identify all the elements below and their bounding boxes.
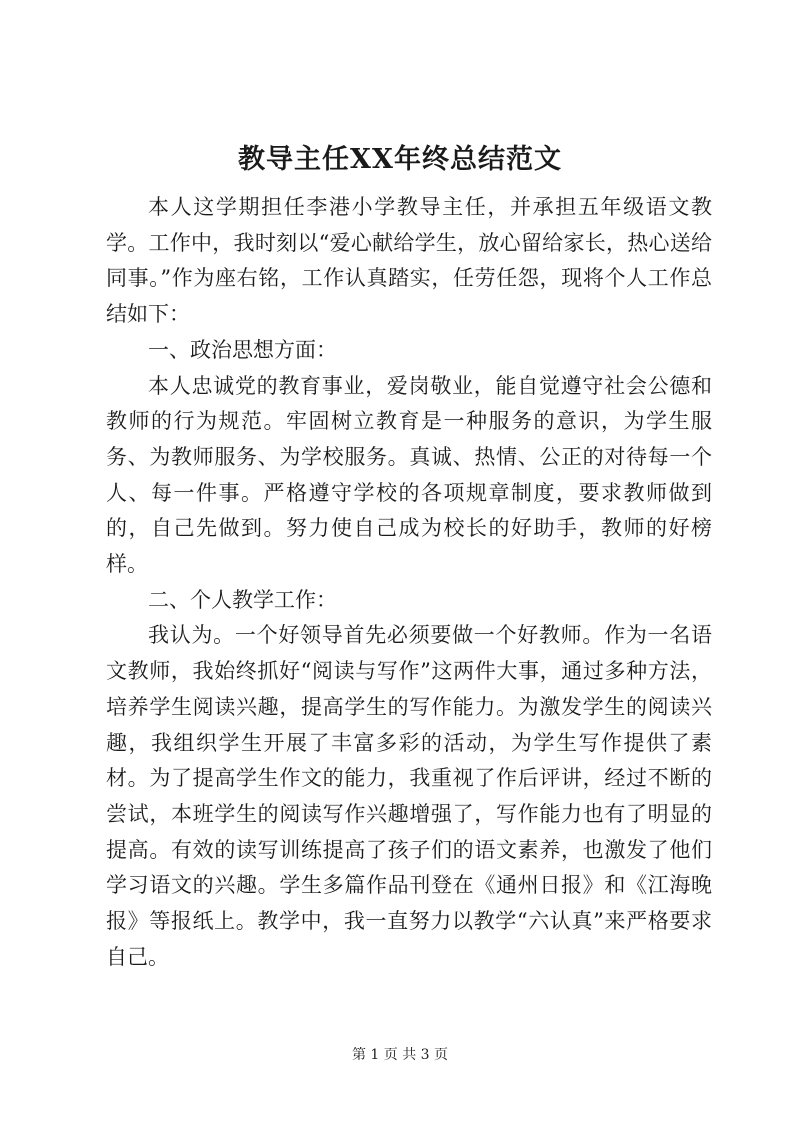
- document-body: [106, 190, 712, 975]
- document-title: 教导主任XX年终总结范文: [238, 144, 562, 175]
- page-footer: 第 1 页 共 3 页: [351, 1047, 449, 1063]
- paragraph-teaching: 我认为。一个好领导首先必须要做一个好教师。作为一名语文教师，我始终抓好“阅读与写作”这两件大事，通过多种方法，培养学生阅读兴趣，提高学生的写作能力。为激发学生的阅读兴趣，我组织学生开展了丰富多彩的活动，为学生写作提供了素材。为了提高学生作文的能力，我重视了作后评讲，经过不断的尝试，本班学生的阅读写作兴趣增强了，写作能力也有了明显的提高。有效的读写训练提高了孩子们的语文素养，也激发了他们学习语文的兴趣。学生多篇作品刊登在《通州日报》和《江海晚报》等报纸上。教学中，我一直努力以教学“六认真”来严格要求自己。: [106, 623, 712, 969]
- section-heading-political: 一、政治思想方面：: [148, 337, 337, 362]
- paragraph-intro: 本人这学期担任李港小学教导主任，并承担五年级语文教学。工作中，我时刻以“爱心献给学生，放心留给家长，热心送给同事。”作为座右铭，工作认真踏实，任劳任怨，现将个人工作总结如下：: [106, 195, 712, 327]
- section-heading-teaching: 二、个人教学工作：: [148, 587, 337, 612]
- paragraph-political: 本人忠诚党的教育事业，爱岗敬业，能自觉遵守社会公德和教师的行为规范。牢固树立教育是一种服务的意识，为学生服务、为教师服务、为学校服务。真诚、热情、公正的对待每一个人、每一件事。严格遵守学校的各项规章制度，要求教师做到的，自己先做到。努力使自己成为校长的好助手，教师的好榜样。: [106, 373, 712, 577]
